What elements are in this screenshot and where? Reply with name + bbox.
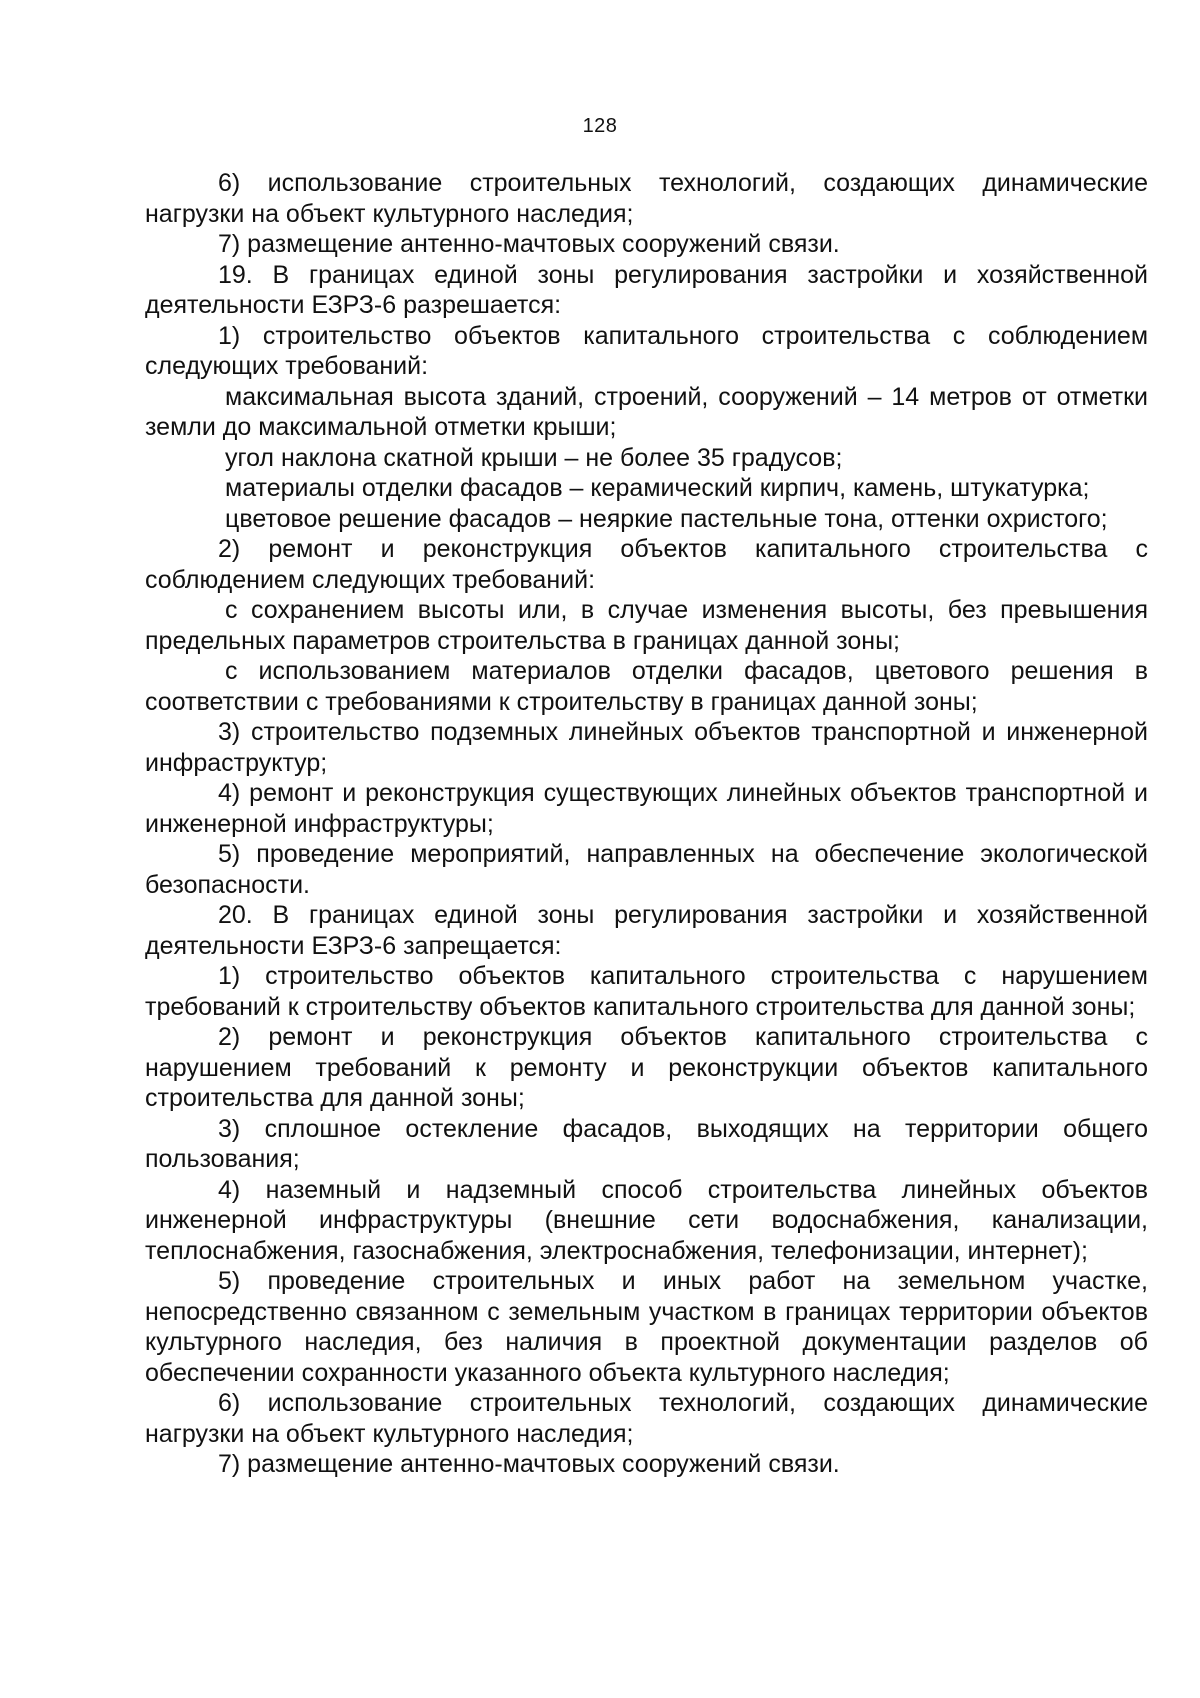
list-item-paragraph: 1) строительство объектов капитального строительства с нарушением требований к строительству объектов капитального строительства для данной зоны; bbox=[145, 962, 1148, 1021]
list-item-paragraph: 3) сплошное остекление фасадов, выходящих на территории общего пользования; bbox=[145, 1114, 1148, 1173]
document-body bbox=[145, 168, 1148, 1480]
list-item-paragraph: 6) использование строительных технологий, создающих динамические нагрузки на объект культурного наследия; bbox=[145, 1389, 1148, 1448]
list-item-paragraph: 7) размещение антенно-мачтовых сооружений связи. bbox=[218, 1450, 840, 1478]
list-item-paragraph: 4) наземный и надземный способ строительства линейных объектов инженерной инфраструктуры (внешние сети водоснабжения, канализации, теплоснабжения, газоснабжения, электроснабжения, телефонизации, интернет); bbox=[145, 1175, 1148, 1265]
requirement-paragraph: угол наклона скатной крыши – не более 35 градусов; bbox=[225, 443, 843, 472]
requirement-paragraph: цветовое решение фасадов – неяркие пастельные тона, оттенки охристого; bbox=[225, 504, 1108, 533]
list-item-paragraph: 2) ремонт и реконструкция объектов капитального строительства с нарушением требований к ремонту и реконструкции объектов капитального строительства для данной зоны; bbox=[145, 1023, 1148, 1112]
list-item-paragraph: 5) проведение мероприятий, направленных на обеспечение экологической безопасности. bbox=[145, 840, 1148, 899]
list-item-paragraph: 5) проведение строительных и иных работ на земельном участке, непосредственно связанном с земельным участком в границах территории объектов культурного наследия, без наличия в проектной документации разделов об обеспечении сохранности указанного объекта культурного наследия; bbox=[145, 1267, 1148, 1387]
list-item-paragraph: 19. В границах единой зоны регулирования застройки и хозяйственной деятельности ЕЗРЗ-6 разрешается: bbox=[145, 260, 1148, 319]
requirement-paragraph: с использованием материалов отделки фасадов, цветового решения в соответствии с требованиями к строительству в границах данной зоны; bbox=[145, 657, 1148, 716]
list-item-paragraph: 3) строительство подземных линейных объектов транспортной и инженерной инфраструктур; bbox=[145, 718, 1148, 777]
list-item-paragraph: 1) строительство объектов капитального строительства с соблюдением следующих требований: bbox=[145, 321, 1148, 380]
list-item-paragraph: 4) ремонт и реконструкция существующих линейных объектов транспортной и инженерной инфраструктуры; bbox=[145, 779, 1148, 838]
requirement-paragraph: максимальная высота зданий, строений, сооружений – 14 метров от отметки земли до максимальной отметки крыши; bbox=[145, 382, 1148, 441]
list-item-paragraph: 7) размещение антенно-мачтовых сооружений связи. bbox=[218, 230, 840, 258]
list-item-paragraph: 6) использование строительных технологий, создающих динамические нагрузки на объект культурного наследия; bbox=[145, 169, 1148, 228]
list-item-paragraph: 20. В границах единой зоны регулирования застройки и хозяйственной деятельности ЕЗРЗ-6 запрещается: bbox=[145, 901, 1148, 960]
requirement-paragraph: с сохранением высоты или, в случае изменения высоты, без превышения предельных параметров строительства в границах данной зоны; bbox=[145, 596, 1148, 655]
page-number: 128 bbox=[582, 115, 618, 137]
list-item-paragraph: 2) ремонт и реконструкция объектов капитального строительства с соблюдением следующих требований: bbox=[145, 535, 1148, 594]
requirement-paragraph: материалы отделки фасадов – керамический кирпич, камень, штукатурка; bbox=[225, 474, 1090, 502]
